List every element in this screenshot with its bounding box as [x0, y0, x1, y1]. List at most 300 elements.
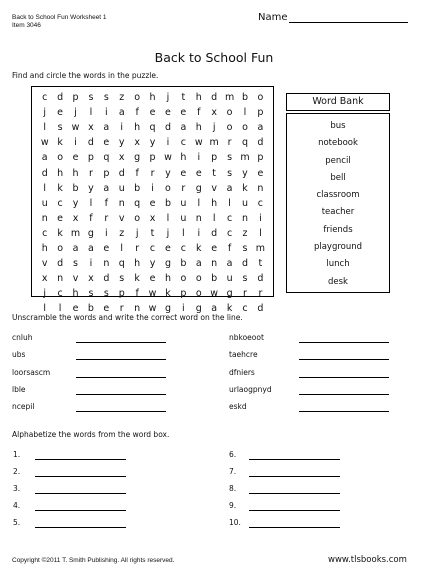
puzzle-letter[interactable]: k	[57, 227, 63, 239]
alphabetize-number: 2.	[13, 467, 21, 476]
puzzle-letter[interactable]: g	[134, 152, 141, 164]
puzzle-letter[interactable]: e	[57, 107, 64, 119]
puzzle-letter[interactable]: u	[241, 197, 248, 209]
puzzle-letter[interactable]: z	[119, 227, 125, 239]
answer-line[interactable]	[35, 510, 126, 511]
puzzle-letter[interactable]: w	[194, 137, 203, 149]
puzzle-letter[interactable]: k	[196, 242, 202, 254]
puzzle-letter[interactable]: h	[72, 167, 79, 179]
answer-line[interactable]	[249, 476, 340, 477]
puzzle-row	[32, 135, 273, 150]
word-bank-item: pencil	[325, 155, 351, 166]
puzzle-letter[interactable]: a	[118, 107, 125, 119]
puzzle-instruction: Find and circle the words in the puzzle.	[12, 71, 159, 80]
puzzle-row	[32, 241, 273, 256]
answer-line[interactable]	[249, 527, 340, 528]
answer-line[interactable]	[76, 377, 166, 378]
puzzle-letter[interactable]: e	[149, 273, 156, 285]
puzzle-letter[interactable]: s	[227, 167, 233, 179]
puzzle-letter[interactable]: c	[149, 242, 156, 254]
puzzle-letter[interactable]: d	[118, 167, 125, 179]
puzzle-letter[interactable]: i	[74, 137, 77, 149]
alphabetize-number: 3.	[13, 484, 21, 493]
puzzle-letter[interactable]: x	[41, 273, 48, 285]
puzzle-letter[interactable]: a	[103, 122, 110, 134]
scrambled-word: eskd	[229, 402, 247, 411]
puzzle-letter[interactable]: e	[103, 303, 110, 315]
puzzle-row	[32, 256, 273, 271]
puzzle-letter[interactable]: a	[72, 242, 79, 254]
puzzle-letter[interactable]: t	[150, 227, 155, 239]
puzzle-letter[interactable]: d	[257, 273, 264, 285]
puzzle-letter[interactable]: f	[104, 197, 108, 209]
puzzle-letter[interactable]: h	[195, 122, 202, 134]
scrambled-word: dfniers	[229, 368, 255, 377]
puzzle-letter[interactable]: y	[242, 167, 248, 179]
puzzle-letter[interactable]: g	[164, 258, 171, 270]
puzzle-letter[interactable]: q	[241, 137, 248, 149]
puzzle-letter[interactable]: c	[42, 92, 48, 104]
puzzle-letter[interactable]: e	[211, 242, 218, 254]
puzzle-letter[interactable]: c	[226, 212, 233, 224]
answer-line[interactable]	[299, 411, 389, 412]
puzzle-letter[interactable]: m	[209, 137, 219, 149]
puzzle-letter[interactable]: o	[180, 273, 187, 285]
name-label: Name	[258, 12, 288, 23]
word-bank-item: bell	[330, 172, 346, 183]
puzzle-letter[interactable]: l	[166, 212, 170, 224]
unscramble-instruction: Unscramble the words and write the correct word on the line.	[12, 313, 243, 322]
name-line[interactable]	[289, 22, 408, 23]
puzzle-letter[interactable]: a	[103, 182, 110, 194]
puzzle-letter[interactable]: n	[211, 258, 218, 270]
puzzle-letter[interactable]: s	[103, 288, 109, 300]
puzzle-letter[interactable]: c	[180, 242, 186, 254]
puzzle-row	[32, 181, 273, 196]
puzzle-letter[interactable]: p	[180, 288, 187, 300]
puzzle-letter[interactable]: x	[134, 137, 140, 149]
alphabetize-number: 4.	[13, 501, 21, 510]
puzzle-letter[interactable]: b	[164, 197, 171, 209]
puzzle-letter[interactable]: u	[226, 273, 233, 285]
puzzle-letter[interactable]: m	[240, 152, 250, 164]
scrambled-word: taehcre	[229, 350, 258, 359]
puzzle-letter[interactable]: h	[195, 92, 202, 104]
puzzle-letter[interactable]: l	[243, 107, 247, 119]
scrambled-word: ubs	[12, 350, 26, 359]
puzzle-letter[interactable]: s	[103, 92, 109, 104]
puzzle-letter[interactable]: o	[195, 288, 202, 300]
puzzle-letter[interactable]: o	[195, 273, 202, 285]
puzzle-letter[interactable]: a	[226, 182, 233, 194]
answer-line[interactable]	[299, 394, 389, 395]
puzzle-letter[interactable]: s	[73, 258, 78, 270]
puzzle-letter[interactable]: n	[41, 212, 48, 224]
scrambled-word: urlaogpnyd	[229, 385, 272, 394]
puzzle-letter[interactable]: g	[195, 303, 202, 315]
copyright: Copyright ©2011 T. Smith Publishing. All rights reserved.	[12, 557, 175, 564]
puzzle-letter[interactable]: o	[57, 152, 64, 164]
puzzle-letter[interactable]: i	[197, 227, 201, 239]
puzzle-letter[interactable]: x	[118, 152, 125, 164]
puzzle-letter[interactable]: j	[135, 227, 139, 239]
puzzle-letter[interactable]: c	[57, 197, 63, 209]
puzzle-letter[interactable]: b	[134, 182, 141, 194]
puzzle-letter[interactable]: c	[42, 227, 48, 239]
puzzle-letter[interactable]: r	[227, 137, 232, 149]
puzzle-letter[interactable]: r	[258, 288, 263, 300]
puzzle-letter[interactable]: j	[43, 288, 47, 300]
puzzle-letter[interactable]: j	[43, 107, 47, 119]
answer-line[interactable]	[249, 459, 340, 460]
puzzle-letter[interactable]: u	[41, 197, 48, 209]
puzzle-letter[interactable]: o	[57, 242, 64, 254]
puzzle-letter[interactable]: x	[211, 107, 217, 119]
puzzle-letter[interactable]: n	[57, 273, 64, 285]
puzzle-letter[interactable]: b	[87, 303, 94, 315]
answer-line[interactable]	[299, 359, 389, 360]
answer-line[interactable]	[76, 359, 166, 360]
puzzle-letter[interactable]: d	[103, 273, 110, 285]
answer-line[interactable]	[35, 527, 126, 528]
puzzle-letter[interactable]: h	[149, 92, 156, 104]
puzzle-letter[interactable]: o	[134, 92, 141, 104]
word-bank-item: classroom	[316, 190, 360, 201]
puzzle-letter[interactable]: a	[211, 303, 218, 315]
alphabetize-number: 1.	[13, 450, 21, 459]
puzzle-letter[interactable]: o	[226, 107, 233, 119]
puzzle-letter[interactable]: h	[41, 242, 48, 254]
puzzle-letter[interactable]: w	[210, 288, 219, 300]
puzzle-letter[interactable]: k	[226, 303, 233, 315]
puzzle-letter[interactable]: c	[257, 197, 263, 209]
word-bank-item: lunch	[326, 259, 350, 270]
puzzle-letter[interactable]: c	[242, 303, 248, 315]
puzzle-letter[interactable]: a	[257, 122, 264, 134]
puzzle-letter[interactable]: i	[182, 303, 185, 315]
word-bank-item: teacher	[321, 207, 355, 218]
puzzle-letter[interactable]: h	[164, 273, 171, 285]
puzzle-letter[interactable]: s	[88, 92, 94, 104]
puzzle-letter[interactable]: c	[226, 227, 233, 239]
puzzle-letter[interactable]: a	[41, 152, 48, 164]
puzzle-letter[interactable]: p	[118, 288, 125, 300]
puzzle-letter[interactable]: s	[227, 152, 233, 164]
puzzle-letter[interactable]: p	[149, 152, 156, 164]
answer-line[interactable]	[35, 459, 126, 460]
puzzle-letter[interactable]: y	[165, 167, 171, 179]
puzzle-letter[interactable]: r	[119, 303, 124, 315]
puzzle-letter[interactable]: r	[104, 212, 109, 224]
scrambled-word: nbkoeoot	[229, 333, 264, 342]
puzzle-letter[interactable]: t	[258, 258, 263, 270]
puzzle-letter[interactable]: r	[181, 182, 186, 194]
puzzle-letter[interactable]: x	[88, 122, 94, 134]
puzzle-letter[interactable]: f	[135, 167, 139, 179]
puzzle-row	[32, 105, 273, 120]
puzzle-letter[interactable]: l	[197, 197, 201, 209]
puzzle-letter[interactable]: y	[149, 258, 156, 270]
puzzle-letter[interactable]: h	[72, 288, 79, 300]
puzzle-letter[interactable]: w	[148, 303, 157, 315]
puzzle-letter[interactable]: w	[148, 288, 157, 300]
puzzle-letter[interactable]: o	[226, 122, 233, 134]
puzzle-row	[32, 226, 273, 241]
puzzle-letter[interactable]: k	[242, 182, 248, 194]
puzzle-letter[interactable]: p	[87, 152, 94, 164]
puzzle-letter[interactable]: e	[72, 152, 79, 164]
puzzle-letter[interactable]: a	[195, 258, 202, 270]
puzzle-letter[interactable]: d	[211, 227, 218, 239]
puzzle-letter[interactable]: h	[211, 197, 218, 209]
puzzle-letter[interactable]: d	[211, 92, 218, 104]
puzzle-letter[interactable]: k	[134, 273, 140, 285]
puzzle-letter[interactable]: l	[228, 197, 231, 209]
answer-line[interactable]	[76, 342, 166, 343]
puzzle-letter[interactable]: d	[57, 92, 64, 104]
puzzle-letter[interactable]: e	[103, 137, 110, 149]
puzzle-letter[interactable]: s	[88, 288, 94, 300]
puzzle-letter[interactable]: p	[103, 167, 110, 179]
puzzle-letter[interactable]: e	[149, 107, 156, 119]
puzzle-letter[interactable]: c	[180, 137, 186, 149]
puzzle-letter[interactable]: y	[118, 137, 125, 149]
puzzle-letter[interactable]: e	[149, 197, 156, 209]
puzzle-letter[interactable]: n	[103, 258, 110, 270]
puzzle-letter[interactable]: l	[89, 107, 93, 119]
puzzle-letter[interactable]: o	[134, 212, 141, 224]
puzzle-letter[interactable]: r	[88, 167, 93, 179]
puzzle-letter[interactable]: v	[211, 182, 217, 194]
puzzle-letter[interactable]: v	[41, 258, 48, 270]
puzzle-letter[interactable]: y	[72, 197, 79, 209]
puzzle-row	[32, 90, 273, 105]
puzzle-letter[interactable]: d	[257, 303, 264, 315]
puzzle-letter[interactable]: e	[180, 167, 187, 179]
puzzle-letter[interactable]: x	[72, 212, 79, 224]
puzzle-letter[interactable]: t	[181, 92, 186, 104]
puzzle-letter[interactable]: d	[87, 137, 94, 149]
answer-line[interactable]	[76, 394, 166, 395]
puzzle-letter[interactable]: z	[119, 92, 125, 104]
puzzle-letter[interactable]: i	[166, 137, 170, 149]
puzzle-letter[interactable]: e	[257, 167, 264, 179]
page-title: Back to School Fun	[154, 50, 274, 65]
puzzle-letter[interactable]: f	[89, 212, 93, 224]
answer-line[interactable]	[249, 510, 340, 511]
puzzle-letter[interactable]: e	[57, 212, 64, 224]
puzzle-letter[interactable]: t	[212, 167, 217, 179]
puzzle-letter[interactable]: o	[165, 182, 171, 194]
puzzle-letter[interactable]: e	[103, 242, 110, 254]
site-url[interactable]: www.tlsbooks.com	[328, 555, 407, 565]
puzzle-letter[interactable]: n	[241, 212, 248, 224]
puzzle-letter[interactable]: h	[134, 122, 141, 134]
puzzle-letter[interactable]: j	[166, 92, 170, 104]
puzzle-letter[interactable]: y	[88, 182, 94, 194]
word-bank	[286, 113, 390, 293]
answer-line[interactable]	[299, 377, 389, 378]
puzzle-letter[interactable]: h	[180, 152, 187, 164]
puzzle-letter[interactable]: n	[257, 182, 264, 194]
puzzle-letter[interactable]: s	[242, 242, 248, 254]
item-number: Item 3046	[12, 22, 41, 29]
puzzle-letter[interactable]: n	[134, 303, 141, 315]
puzzle-letter[interactable]: e	[165, 242, 171, 254]
puzzle-letter[interactable]: m	[255, 242, 266, 254]
alphabetize-number: 9.	[229, 501, 237, 510]
puzzle-row	[32, 271, 273, 286]
puzzle-letter[interactable]: u	[118, 182, 125, 194]
word-bank-item: bus	[330, 121, 346, 131]
scrambled-word: ncepil	[12, 402, 35, 411]
word-bank-item: playground	[313, 242, 363, 253]
puzzle-letter[interactable]: w	[71, 122, 80, 134]
puzzle-letter[interactable]: q	[149, 122, 156, 134]
puzzle-letter[interactable]: a	[180, 122, 187, 134]
puzzle-letter[interactable]: e	[195, 167, 202, 179]
puzzle-letter[interactable]: o	[242, 122, 248, 134]
alphabetize-number: 8.	[229, 484, 237, 493]
puzzle-letter[interactable]: g	[164, 303, 171, 315]
word-bank-item: friends	[323, 224, 353, 235]
puzzle-letter[interactable]: q	[118, 258, 125, 270]
puzzle-letter[interactable]: f	[135, 107, 139, 119]
puzzle-letter[interactable]: f	[135, 288, 139, 300]
puzzle-letter[interactable]: j	[212, 122, 216, 134]
alphabetize-instruction: Alphabetize the words from the word box.	[12, 430, 170, 439]
puzzle-letter[interactable]: q	[134, 197, 141, 209]
scrambled-word: cnluh	[12, 333, 33, 342]
puzzle-letter[interactable]: m	[70, 227, 81, 239]
puzzle-letter[interactable]: y	[149, 137, 156, 149]
puzzle-letter[interactable]: z	[242, 227, 248, 239]
puzzle-letter[interactable]: x	[88, 273, 94, 285]
puzzle-letter[interactable]: g	[226, 288, 233, 300]
puzzle-row	[32, 165, 273, 180]
worksheet-title: Back to School Fun Worksheet 1	[12, 14, 107, 21]
puzzle-letter[interactable]: p	[257, 152, 264, 164]
puzzle-letter[interactable]: i	[151, 182, 154, 194]
puzzle-letter[interactable]: e	[180, 107, 187, 119]
puzzle-letter[interactable]: v	[118, 212, 125, 224]
puzzle-letter[interactable]: s	[119, 273, 125, 285]
scrambled-word: lble	[12, 385, 26, 394]
puzzle-letter[interactable]: d	[164, 122, 171, 134]
puzzle-letter[interactable]: l	[43, 122, 47, 134]
puzzle-letter[interactable]: l	[182, 227, 185, 239]
puzzle-row	[32, 120, 273, 135]
answer-line[interactable]	[35, 493, 126, 494]
puzzle-letter[interactable]: l	[43, 182, 47, 194]
puzzle-letter[interactable]: d	[241, 258, 248, 270]
puzzle-letter[interactable]: b	[180, 258, 187, 270]
puzzle-letter[interactable]: d	[41, 167, 48, 179]
puzzle-letter[interactable]: k	[165, 288, 171, 300]
puzzle-letter[interactable]: u	[180, 197, 187, 209]
puzzle-letter[interactable]: s	[242, 273, 248, 285]
puzzle-letter[interactable]: g	[195, 182, 202, 194]
puzzle-letter[interactable]: k	[57, 182, 63, 194]
puzzle-letter[interactable]: j	[166, 227, 170, 239]
puzzle-letter[interactable]: w	[164, 152, 172, 164]
puzzle-letter[interactable]: s	[57, 122, 63, 134]
puzzle-letter[interactable]: i	[259, 212, 262, 224]
puzzle-letter[interactable]: a	[226, 258, 233, 270]
puzzle-letter[interactable]: i	[105, 107, 108, 119]
puzzle-letter[interactable]: b	[72, 182, 79, 194]
puzzle-row	[32, 286, 273, 301]
answer-line[interactable]	[35, 476, 126, 477]
puzzle-letter[interactable]: g	[87, 227, 94, 239]
answer-line[interactable]	[76, 411, 166, 412]
puzzle-letter[interactable]: r	[243, 288, 247, 300]
puzzle-letter[interactable]: i	[120, 122, 124, 134]
puzzle-letter[interactable]: n	[118, 197, 125, 209]
puzzle-letter[interactable]: w	[40, 137, 49, 149]
puzzle-letter[interactable]: n	[195, 212, 202, 224]
alphabetize-number: 10.	[229, 518, 241, 527]
puzzle-letter[interactable]: l	[120, 242, 124, 254]
puzzle-letter[interactable]: r	[135, 242, 140, 254]
answer-line[interactable]	[249, 493, 340, 494]
puzzle-row	[32, 211, 273, 226]
puzzle-letter[interactable]: l	[259, 227, 262, 239]
puzzle-letter[interactable]: l	[58, 303, 62, 315]
puzzle-letter[interactable]: f	[197, 107, 201, 119]
puzzle-letter[interactable]: p	[257, 107, 264, 119]
alphabetize-number: 6.	[229, 450, 237, 459]
puzzle-letter[interactable]: h	[134, 258, 141, 270]
puzzle-letter[interactable]: x	[149, 212, 156, 224]
puzzle-letter[interactable]: f	[227, 242, 232, 254]
puzzle-letter[interactable]: i	[197, 152, 201, 164]
puzzle-letter[interactable]: p	[72, 92, 79, 104]
puzzle-row	[32, 196, 273, 211]
puzzle-letter[interactable]: p	[211, 152, 218, 164]
puzzle-letter[interactable]: c	[57, 288, 63, 300]
puzzle-letter[interactable]: l	[212, 212, 216, 224]
puzzle-letter[interactable]: r	[150, 167, 155, 179]
word-search-grid	[31, 86, 274, 315]
puzzle-letter[interactable]: b	[211, 273, 218, 285]
puzzle-letter[interactable]: a	[88, 242, 94, 254]
puzzle-letter[interactable]: v	[72, 273, 79, 285]
word-bank-item: desk	[328, 276, 348, 287]
puzzle-letter[interactable]: q	[103, 152, 110, 164]
word-bank-item: notebook	[318, 138, 358, 149]
puzzle-letter[interactable]: i	[105, 227, 108, 239]
puzzle-letter[interactable]: l	[89, 197, 93, 209]
alphabetize-number: 5.	[13, 518, 21, 527]
answer-line[interactable]	[299, 342, 389, 343]
scrambled-word: loorsascm	[12, 368, 51, 377]
puzzle-letter[interactable]: b	[241, 92, 248, 104]
puzzle-letter[interactable]: i	[89, 258, 93, 270]
puzzle-letter[interactable]: m	[224, 92, 235, 104]
puzzle-letter[interactable]: o	[257, 92, 264, 104]
puzzle-letter[interactable]: d	[57, 258, 64, 270]
puzzle-letter[interactable]: l	[43, 303, 47, 315]
puzzle-letter[interactable]: d	[257, 137, 264, 149]
puzzle-letter[interactable]: k	[57, 137, 63, 149]
puzzle-letter[interactable]: e	[165, 107, 171, 119]
puzzle-letter[interactable]: u	[180, 212, 187, 224]
puzzle-letter[interactable]: h	[57, 167, 64, 179]
puzzle-letter[interactable]: e	[72, 303, 79, 315]
puzzle-letter[interactable]: j	[74, 107, 77, 119]
word-bank-title: Word Bank	[286, 93, 390, 111]
